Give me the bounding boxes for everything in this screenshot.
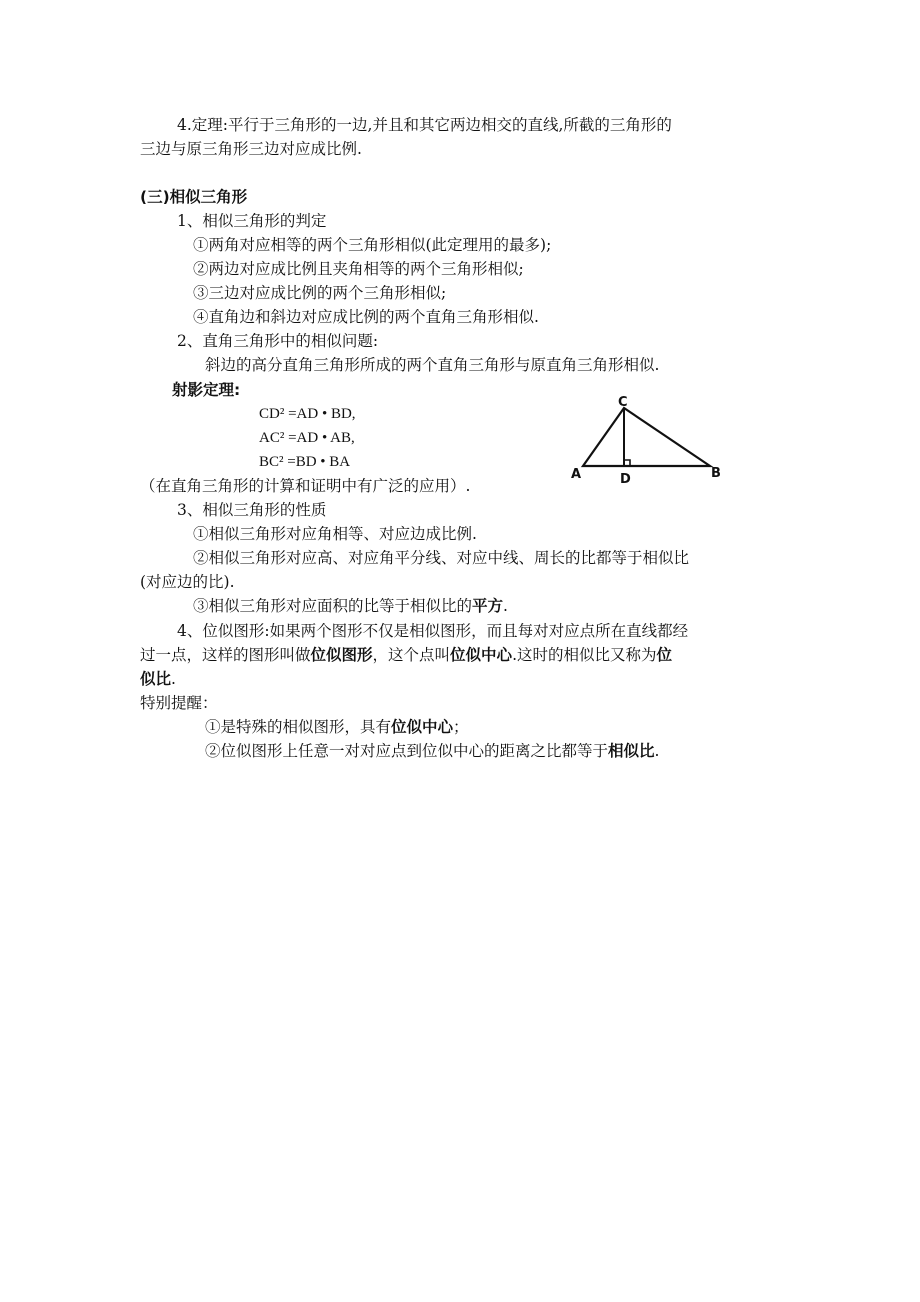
item-3-title: 3、相似三角形的性质 bbox=[177, 501, 327, 519]
section-heading: (三)相似三角形 bbox=[140, 188, 248, 206]
item-4-line-2-text-c: .这时的相似比又称为 bbox=[512, 646, 657, 664]
reminder-1-end: ； bbox=[453, 718, 469, 736]
projection-theorem-heading: 射影定理: bbox=[172, 381, 241, 399]
item-4-line-3 bbox=[140, 668, 176, 690]
property-2-line-1: ②相似三角形对应高、对应角平分线、对应中线、周长的比都等于相似比 bbox=[193, 549, 690, 567]
reminder-2 bbox=[205, 740, 659, 762]
property-3-emphasis: 平方 bbox=[472, 597, 504, 615]
item-4-line-2-text-a: 过一点，这样的图形叫做 bbox=[140, 646, 311, 664]
term-homothetic-figure: 位似图形 bbox=[310, 646, 373, 664]
property-3 bbox=[193, 595, 508, 617]
criterion-4: ④直角边和斜边对应成比例的两个直角三角形相似. bbox=[193, 308, 539, 326]
item-4-line-1: 4、位似图形:如果两个图形不仅是相似图形，而且每对对应点所在直线都经 bbox=[177, 622, 689, 640]
criterion-1: ①两角对应相等的两个三角形相似(此定理用的最多); bbox=[193, 236, 552, 254]
vertex-label-a: A bbox=[571, 467, 582, 482]
vertex-label-b: B bbox=[711, 466, 721, 481]
term-homothetic-ratio-start: 位 bbox=[656, 646, 673, 664]
formula-cd: CD² =AD • BD, bbox=[259, 406, 356, 422]
projection-note: （在直角三角形的计算和证明中有广泛的应用）. bbox=[140, 477, 471, 495]
item-4-line-2-text-b: ，这个点叫 bbox=[372, 646, 451, 664]
vertex-label-c: C bbox=[618, 395, 628, 410]
property-1: ①相似三角形对应角相等、对应边成比例. bbox=[193, 525, 477, 543]
criterion-2: ②两边对应成比例且夹角相等的两个三角形相似; bbox=[193, 260, 524, 278]
reminder-2-text: ②位似图形上任意一对对应点到位似中心的距离之比都等于 bbox=[205, 742, 609, 760]
item-2-title: 2、直角三角形中的相似问题: bbox=[177, 332, 379, 350]
criterion-3: ③三边对应成比例的两个三角形相似; bbox=[193, 284, 447, 302]
triangle-outline bbox=[583, 408, 710, 466]
reminder-1-emphasis: 位似中心 bbox=[391, 718, 454, 736]
reminder-title: 特别提醒： bbox=[140, 694, 218, 712]
item-2-text: 斜边的高分直角三角形所成的两个直角三角形与原直角三角形相似. bbox=[205, 356, 660, 374]
item-4-line-3-end: . bbox=[171, 670, 176, 688]
theorem-4-line-2: 三边与原三角形三边对应成比例. bbox=[140, 140, 362, 158]
vertex-label-d: D bbox=[620, 472, 631, 487]
formula-bc: BC² =BD • BA bbox=[259, 454, 351, 470]
term-homothetic-center: 位似中心 bbox=[450, 646, 513, 664]
reminder-2-emphasis: 相似比 bbox=[608, 742, 655, 760]
formula-ac: AC² =AD • AB, bbox=[259, 430, 355, 446]
property-3-text: ③相似三角形对应面积的比等于相似比的 bbox=[193, 597, 473, 615]
reminder-2-end: . bbox=[654, 742, 660, 760]
item-4-line-2 bbox=[140, 644, 672, 666]
term-homothetic-ratio-end: 似比 bbox=[140, 670, 172, 688]
theorem-4-line-1: 4.定理:平行于三角形的一边,并且和其它两边相交的直线,所截的三角形的 bbox=[177, 116, 672, 134]
property-3-end: . bbox=[503, 597, 508, 615]
property-2-line-2: (对应边的比). bbox=[140, 573, 235, 591]
item-1-title: 1、相似三角形的判定 bbox=[177, 212, 327, 230]
right-triangle-figure bbox=[566, 392, 732, 488]
reminder-1-text: ①是特殊的相似图形，具有 bbox=[205, 718, 392, 736]
reminder-1 bbox=[205, 716, 469, 738]
